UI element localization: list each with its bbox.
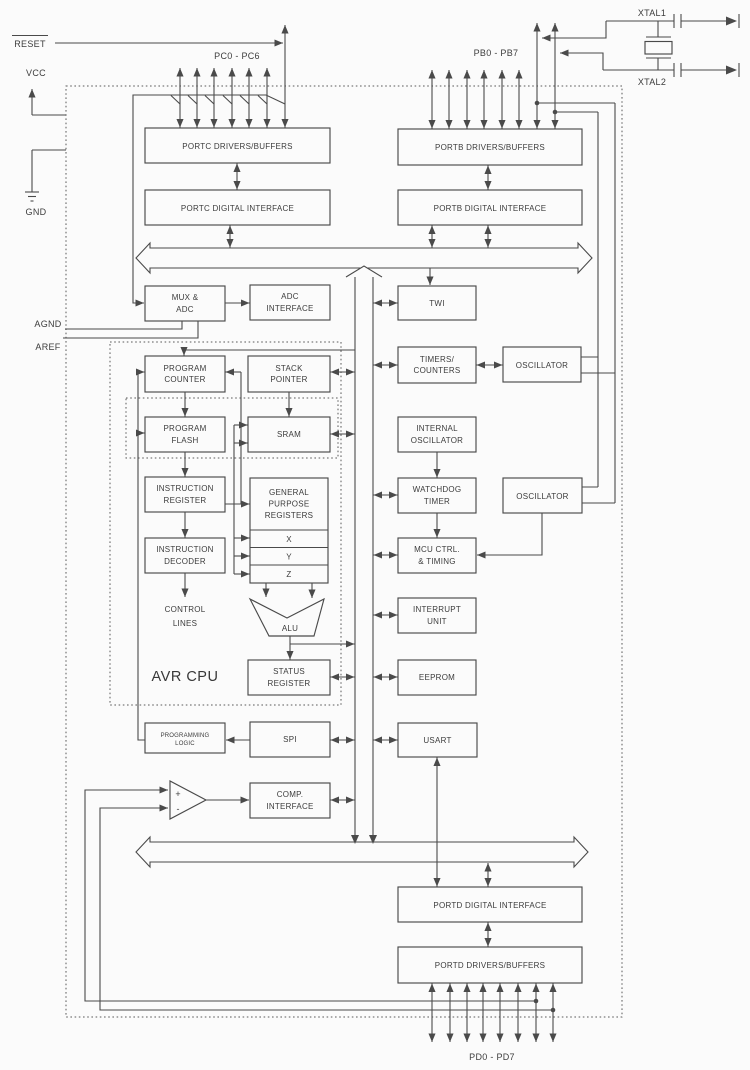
block-instruction-decoder bbox=[145, 538, 225, 573]
block-twi bbox=[398, 286, 476, 320]
svg-text:ADC: ADC bbox=[281, 292, 299, 301]
block-portb-drivers bbox=[398, 129, 582, 165]
gnd-label: GND bbox=[25, 207, 47, 217]
svg-text:TIMERS/: TIMERS/ bbox=[419, 355, 455, 364]
svg-text:COUNTER: COUNTER bbox=[164, 375, 206, 384]
svg-text:SPI: SPI bbox=[283, 735, 297, 744]
svg-text:WATCHDOG: WATCHDOG bbox=[412, 485, 462, 494]
svg-text:OSCILLATOR: OSCILLATOR bbox=[516, 492, 569, 501]
svg-text:& TIMING: & TIMING bbox=[418, 557, 456, 566]
register-x: X bbox=[286, 535, 292, 544]
svg-text:PORTC DIGITAL INTERFACE: PORTC DIGITAL INTERFACE bbox=[180, 204, 295, 213]
control-lines-label: CONTROL bbox=[164, 605, 206, 614]
svg-text:OSCILLATOR: OSCILLATOR bbox=[410, 436, 464, 445]
svg-text:INTERFACE: INTERFACE bbox=[266, 802, 314, 811]
svg-text:PORTC DRIVERS/BUFFERS: PORTC DRIVERS/BUFFERS bbox=[182, 142, 293, 151]
block-oscillator-bottom bbox=[503, 478, 582, 513]
svg-text:MUX &: MUX & bbox=[171, 293, 199, 302]
svg-text:INSTRUCTION: INSTRUCTION bbox=[156, 545, 214, 554]
block-stack-pointer bbox=[248, 356, 330, 392]
block-portb-digital bbox=[398, 190, 582, 225]
svg-text:GENERAL: GENERAL bbox=[269, 488, 309, 497]
aref-label: AREF bbox=[35, 342, 61, 352]
vcc-pin bbox=[32, 89, 66, 115]
svg-text:MCU CTRL.: MCU CTRL. bbox=[414, 545, 460, 554]
svg-text:PURPOSE: PURPOSE bbox=[268, 499, 310, 509]
svg-text:PROGRAM: PROGRAM bbox=[163, 424, 207, 433]
block-watchdog-timer bbox=[398, 478, 476, 513]
block-mux-adc bbox=[145, 286, 225, 321]
svg-text:USART: USART bbox=[423, 736, 452, 745]
block-alu bbox=[250, 599, 324, 636]
avr-cpu-label: AVR CPU bbox=[151, 669, 219, 685]
svg-text:COMP.: COMP. bbox=[276, 790, 304, 799]
aref-agnd-wires bbox=[63, 322, 198, 339]
block-interrupt-unit bbox=[398, 598, 476, 633]
svg-text:REGISTER: REGISTER bbox=[267, 679, 311, 688]
block-usart bbox=[398, 723, 477, 757]
register-y: Y bbox=[286, 552, 292, 562]
crystal-icon bbox=[645, 21, 672, 70]
svg-text:SRAM: SRAM bbox=[276, 430, 302, 439]
block-general-purpose-registers bbox=[250, 478, 328, 583]
capacitor-icon bbox=[674, 14, 681, 77]
svg-text:OSCILLATOR: OSCILLATOR bbox=[515, 361, 569, 370]
block-portc-digital bbox=[145, 190, 330, 225]
block-portc-drivers bbox=[145, 128, 330, 163]
block-mcu-ctrl-timing bbox=[398, 538, 476, 573]
svg-text:EEPROM: EEPROM bbox=[418, 673, 456, 682]
svg-text:ALU: ALU bbox=[281, 624, 299, 633]
block-adc-interface bbox=[250, 285, 330, 320]
svg-text:TIMER: TIMER bbox=[423, 497, 451, 506]
block-portd-drivers bbox=[398, 947, 582, 983]
svg-text:PROGRAMMING: PROGRAMMING bbox=[160, 733, 210, 739]
reset-label: RESET bbox=[14, 39, 46, 49]
comparator-plus: + bbox=[175, 789, 181, 799]
portd-pins bbox=[432, 984, 555, 1043]
svg-text:TWI: TWI bbox=[429, 299, 445, 308]
xtal1-label: XTAL1 bbox=[637, 8, 667, 18]
portb-pins bbox=[432, 23, 557, 129]
control-lines-label: LINES bbox=[172, 619, 198, 628]
gnd-pin bbox=[25, 150, 66, 201]
portc-range-label: PC0 - PC6 bbox=[214, 51, 260, 61]
svg-text:PORTB DIGITAL INTERFACE: PORTB DIGITAL INTERFACE bbox=[433, 204, 547, 213]
svg-text:PORTD DRIVERS/BUFFERS: PORTD DRIVERS/BUFFERS bbox=[434, 961, 546, 970]
svg-text:ADC: ADC bbox=[176, 305, 194, 314]
svg-text:STATUS: STATUS bbox=[273, 667, 305, 676]
comparator-minus: - bbox=[176, 804, 180, 814]
block-spi bbox=[250, 722, 330, 757]
svg-text:INTERNAL: INTERNAL bbox=[416, 424, 458, 433]
block-timers-counters bbox=[398, 347, 476, 383]
svg-text:UNIT: UNIT bbox=[427, 617, 447, 626]
svg-text:REGISTER: REGISTER bbox=[163, 496, 207, 505]
block-status-register bbox=[248, 660, 330, 695]
block-eeprom bbox=[398, 660, 476, 695]
block-program-flash bbox=[145, 417, 225, 452]
block-programming-logic bbox=[145, 723, 225, 753]
junction-dot bbox=[551, 1008, 556, 1013]
xtal2-label: XTAL2 bbox=[637, 77, 667, 87]
junction-dot bbox=[534, 999, 539, 1004]
register-z: Z bbox=[286, 570, 292, 579]
svg-text:PORTD DIGITAL INTERFACE: PORTD DIGITAL INTERFACE bbox=[433, 901, 547, 910]
portd-range-label: PD0 - PD7 bbox=[469, 1052, 515, 1062]
crystal-circuit bbox=[542, 14, 739, 77]
svg-text:POINTER: POINTER bbox=[270, 375, 308, 384]
block-sram bbox=[248, 417, 330, 452]
svg-text:INTERFACE: INTERFACE bbox=[266, 304, 314, 313]
svg-text:INSTRUCTION: INSTRUCTION bbox=[156, 484, 214, 493]
ground-icon bbox=[25, 192, 39, 201]
svg-text:COUNTERS: COUNTERS bbox=[413, 366, 461, 375]
portb-range-label: PB0 - PB7 bbox=[473, 48, 519, 58]
vcc-label: VCC bbox=[26, 68, 46, 78]
svg-text:PROGRAM: PROGRAM bbox=[163, 364, 207, 373]
block-internal-oscillator bbox=[398, 417, 476, 452]
block-program-counter bbox=[145, 356, 225, 392]
reset-pin bbox=[12, 25, 285, 128]
bus-bottom bbox=[136, 837, 588, 867]
block-comp-interface bbox=[250, 783, 330, 818]
svg-text:DECODER: DECODER bbox=[164, 557, 206, 566]
agnd-label: AGND bbox=[34, 319, 62, 329]
svg-text:PORTB DRIVERS/BUFFERS: PORTB DRIVERS/BUFFERS bbox=[434, 143, 546, 152]
svg-text:STACK: STACK bbox=[275, 364, 303, 373]
svg-text:LOGIC: LOGIC bbox=[175, 741, 195, 747]
svg-text:FLASH: FLASH bbox=[171, 436, 199, 445]
block-portd-digital bbox=[398, 887, 582, 922]
svg-text:REGISTERS: REGISTERS bbox=[264, 511, 314, 520]
block-instruction-register bbox=[145, 477, 225, 512]
block-oscillator-top bbox=[503, 347, 581, 382]
svg-text:INTERRUPT: INTERRUPT bbox=[412, 605, 462, 614]
